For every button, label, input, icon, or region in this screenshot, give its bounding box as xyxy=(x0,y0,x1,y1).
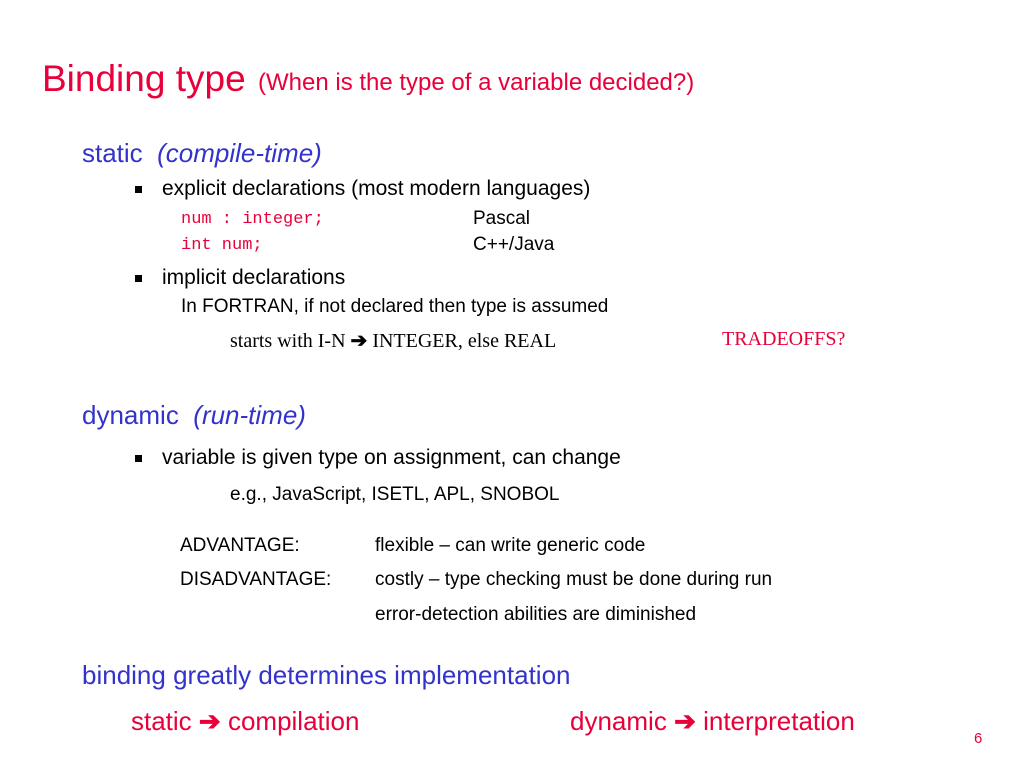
dynamic-interpretation xyxy=(570,706,855,737)
lang-cpp: C++/Java xyxy=(473,234,555,255)
compilation-word: compilation xyxy=(227,706,360,736)
conclusion-line: binding greatly determines implementation xyxy=(82,660,571,690)
static-label: static xyxy=(82,138,143,168)
tradeoffs-note: TRADEOFFS? xyxy=(722,328,846,350)
dynamic-paren: (run-time) xyxy=(193,400,306,430)
dynamic-bullet: variable is given type on assignment, can change xyxy=(162,446,621,469)
rule-end: INTEGER, else REAL xyxy=(372,330,557,352)
disadvantage-text-1: costly – type checking must be done during run xyxy=(375,569,773,590)
interpretation-word: interpretation xyxy=(703,706,855,736)
arrow-right-icon: ➔ xyxy=(350,330,368,352)
advantage-label: ADVANTAGE: xyxy=(180,535,300,556)
static-paren: (compile-time) xyxy=(157,138,322,168)
dynamic-examples: e.g., JavaScript, ISETL, APL, SNOBOL xyxy=(230,484,560,505)
bullet-icon xyxy=(135,455,142,462)
rule-start: starts with I-N xyxy=(230,330,346,352)
implicit-declarations: implicit declarations xyxy=(162,266,346,289)
advantage-text: flexible – can write generic code xyxy=(375,535,646,556)
disadvantage-text-2: error-detection abilities are diminished xyxy=(375,604,697,625)
fortran-note: In FORTRAN, if not declared then type is assumed xyxy=(181,296,609,317)
arrow-right-icon: ➔ xyxy=(198,706,221,736)
code-cpp: int num; xyxy=(181,236,263,255)
disadvantage-label: DISADVANTAGE: xyxy=(180,569,332,590)
dynamic-heading xyxy=(82,400,306,431)
code-pascal: num : integer; xyxy=(181,210,324,229)
bullet-icon xyxy=(135,275,142,282)
slide-title: Binding type xyxy=(42,58,246,99)
page-number: 6 xyxy=(974,730,983,747)
dynamic-word: dynamic xyxy=(570,706,667,736)
slide-subtitle: (When is the type of a variable decided?) xyxy=(258,69,695,96)
fortran-rule xyxy=(230,328,556,353)
bullet-icon xyxy=(135,186,142,193)
static-word: static xyxy=(131,706,192,736)
static-heading xyxy=(82,138,322,169)
lang-pascal: Pascal xyxy=(473,208,531,229)
static-compilation xyxy=(131,706,359,737)
explicit-declarations: explicit declarations (most modern languages) xyxy=(162,177,591,200)
arrow-right-icon: ➔ xyxy=(674,706,696,736)
dynamic-label: dynamic xyxy=(82,400,179,430)
